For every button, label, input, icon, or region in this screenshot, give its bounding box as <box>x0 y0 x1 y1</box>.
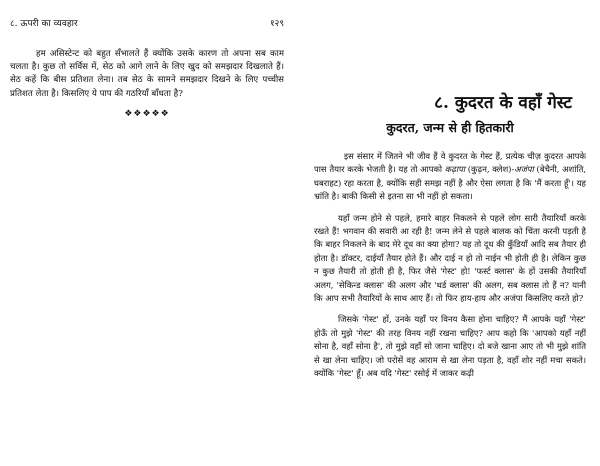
chapter-subtitle: कुदरत, जन्म से ही हितकारी <box>386 120 514 135</box>
chapter-title: ८. कुदरत के वहाँ गेस्ट <box>434 93 572 113</box>
right-page <box>300 0 600 466</box>
running-head-title: ८. ऊपरी का व्यवहार <box>10 19 78 29</box>
right-page-text <box>314 150 586 381</box>
left-page-text <box>10 48 284 101</box>
paragraph-text: (बेचैनी, अशांति, घबराहट) रहा करता है, क्योंकि सही समझ नहीं है और ऐसा लगता है कि 'मैं करता हूँ'। यह भ्रांति है। बाकी किसी से इतना सा भी नहीं हो सकता। <box>314 164 587 202</box>
paragraph <box>314 150 586 204</box>
paragraph: जिसके 'गेस्ट' हों, उनके यहाँ पर विनय कैसा होना चाहिए? मैं आपके यहाँ 'गेस्ट' होऊँ तो मुझे 'गेस्ट' की तरह विनय नहीं रखना चाहिए? आप कहो कि 'आपको यहाँ नहीं सोना है, वहाँ सोना है', तो मुझे वहाँ सो जाना चाहिए। दो बजे खाना आए तो भी मुझे शांति से खा लेना चाहिए। जो परोसें वह आराम से खा लेना पड़ता है, वहाँ शोर नहीं मचा सकते। क्योंकि 'गेस्ट' हूँ। अब यदि 'गेस्ट' रसोई में जाकर कढ़ी <box>314 314 586 379</box>
section-ornament: ❖❖❖❖❖ <box>124 108 170 119</box>
italic-term: अजंपा <box>514 164 534 175</box>
running-head <box>10 18 284 30</box>
italic-term: कढ़ापा <box>444 164 466 175</box>
page-number: १२९ <box>269 19 284 29</box>
paragraph: यहाँ जन्म होने से पहले, हमारे बाहर निकलने से पहले लोग सारी तैयारियाँ करके रखते हैं! भगवान की सवारी आ रही है! जन्म लेने से पहले बालक को चिंता करनी पड़ती है कि बाहर निकलने के बाद मेरे दूध का क्या होगा? यह तो दूध की कुँडियाँ आदि सब तैयार ही होता है। डॉक्टर, दाईयाँ तैयार होते हैं। और दाई न हो तो नाईन भी होती ही है। लेकिन कुछ न कुछ तैयारी तो होती ही है, फिर जैसे 'गेस्ट' हो! 'फर्स्ट क्लास' के हों उसकी तैयारियाँ अलग, 'सेकिन्ड क्लास' की अलग और 'थर्ड क्लास' की अलग, सब क्लास तो हैं न? यानी कि आप सभी तैयारियों के साथ आए हैं। तो फिर हाय-हाय और अजंपा किसलिए करते हो? <box>314 212 586 304</box>
paragraph-text: इस संसार में जितने भी जीव हैं वे कुदरत के गेस्ट हैं, प्रत्येक चीज़ कुदरत आपके पास तैयार करके भेजती है। यह तो आपको <box>314 151 586 175</box>
paragraph: हम असिस्टेन्ट को बहुत सँभालते हैं क्योंकि उसके कारण तो अपना सब काम चलता है। कुछ तो सर्विस में, सेठ को आगे लाने के लिए खुद को समझदार दिखलाते हैं। सेठ कहें कि बीस प्रतिशत लेना। तब सेठ के सामने समझदार दिखने के लिए पच्चीस प्रतिशत लेता है। किसलिए ये पाप की गठरियाँ बाँधता है? <box>10 49 284 99</box>
paragraph-text: (कुढ़न, क्लेश)- <box>465 164 515 175</box>
